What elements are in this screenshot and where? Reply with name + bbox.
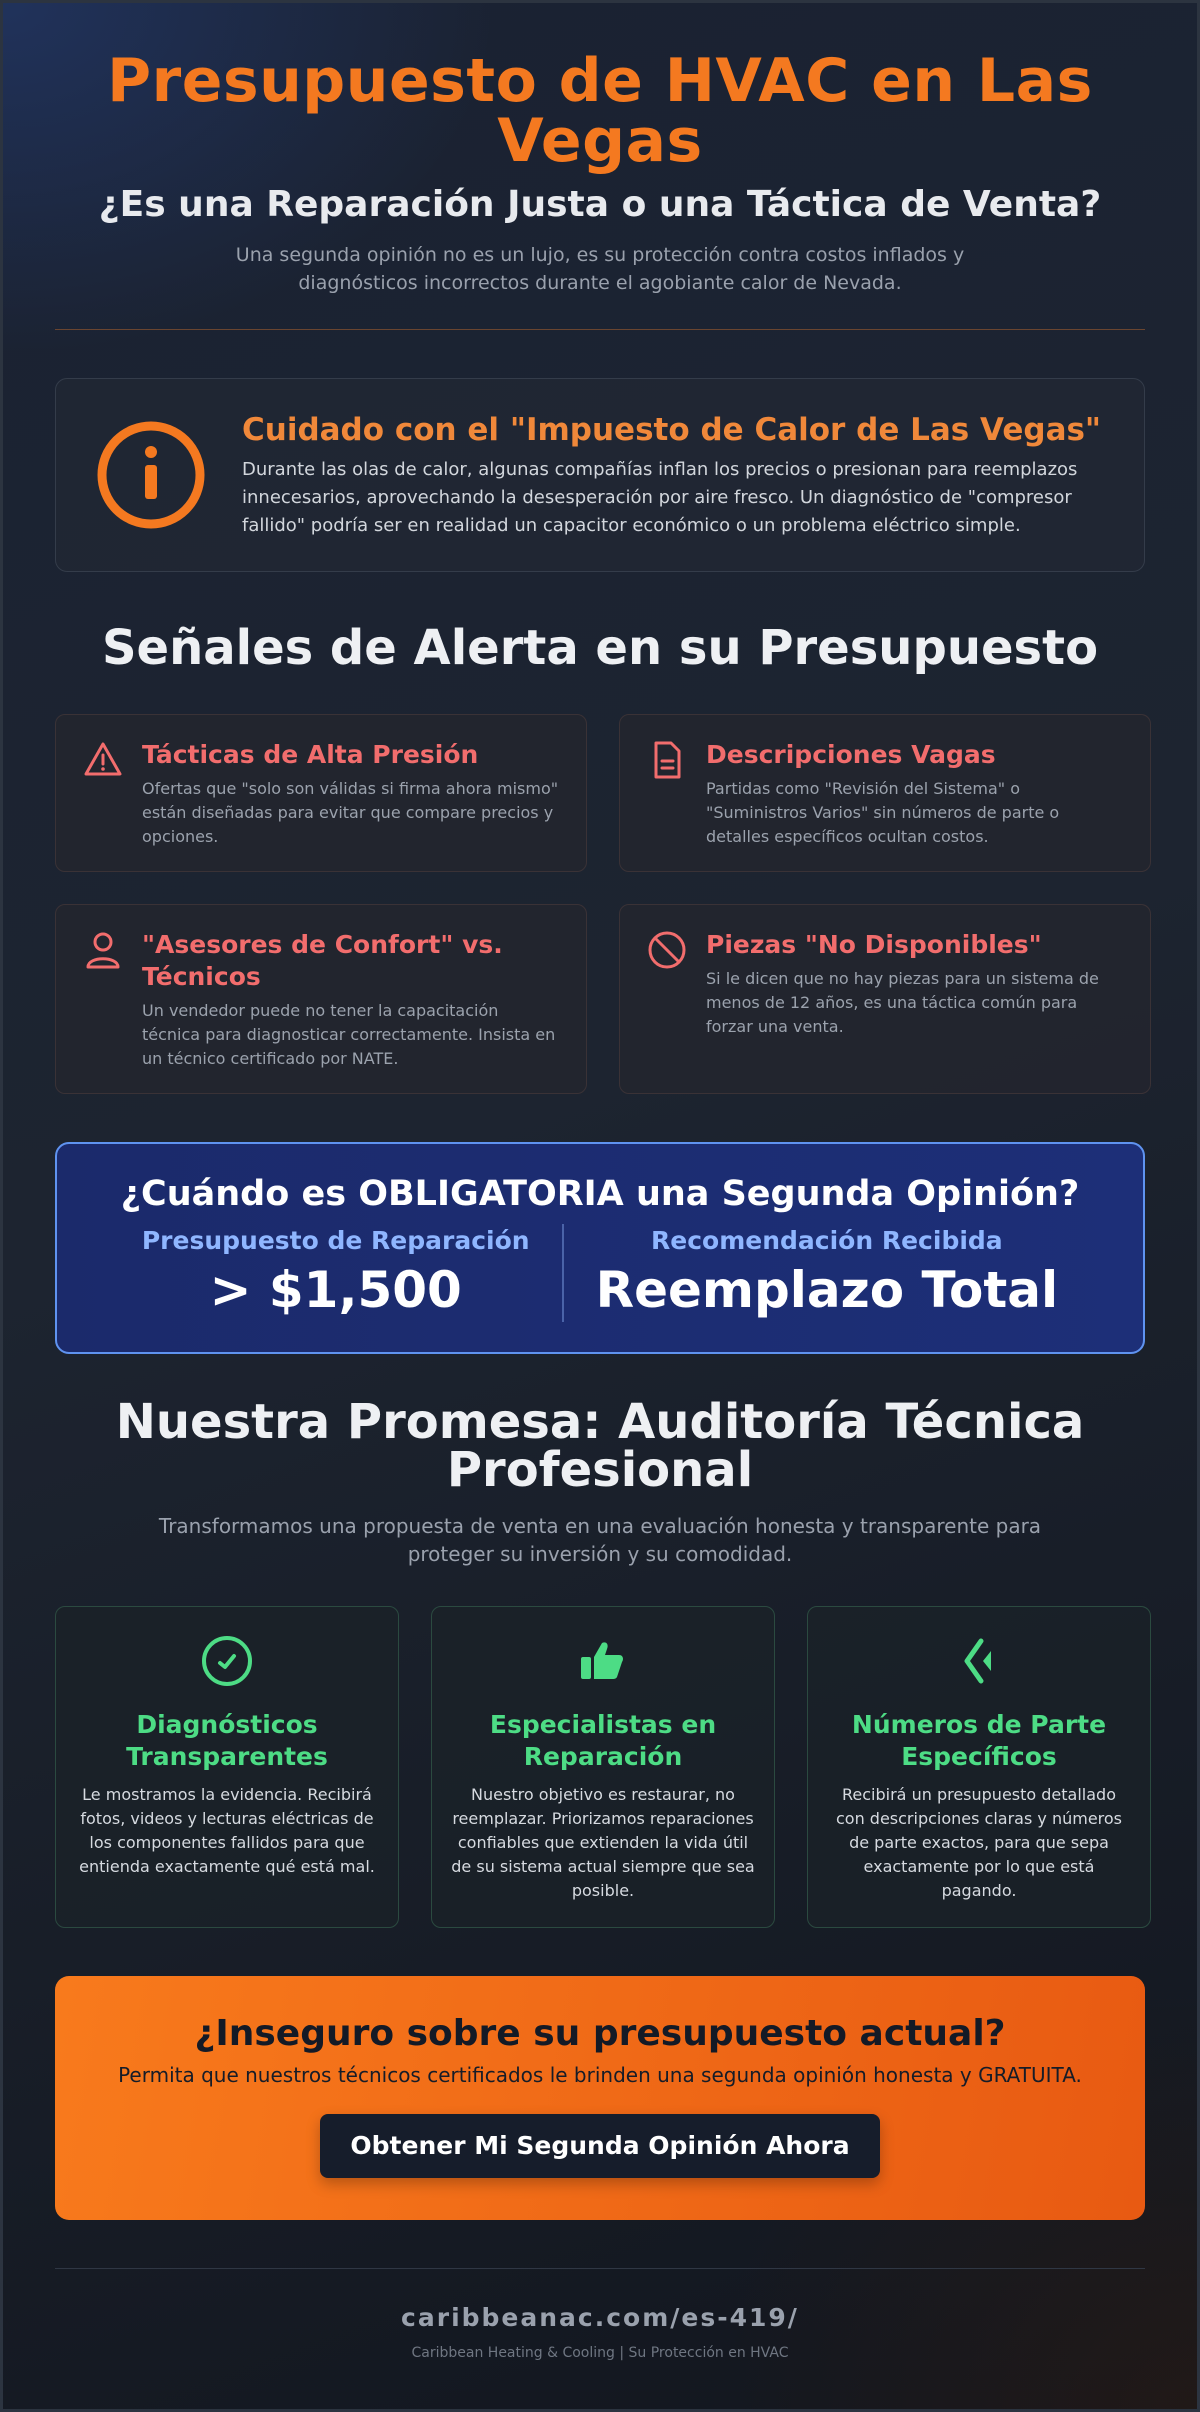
warning-triangle-icon (82, 739, 124, 781)
tag-icon (951, 1633, 1007, 1689)
warning-text: Durante las olas de calor, algunas compañías inflan los precios o presionan para reemplazos innecesarios, aprovechando la desesperación por aire fresco. Un diagnóstico de "compresor fallido" podría ser en realidad un capacitor económico o un problema eléctrico simple. (242, 459, 1078, 536)
intro-text: Una segunda opinión no es un lujo, es su protección contra costos inflados y diagnósticos incorrectos durante el agobiante calor de Nevada. (235, 244, 965, 294)
alert-text: Si le dicen que no hay piezas para un sistema de menos de 12 años, es una táctica común para forzar una venta. (706, 969, 1099, 1036)
second-opinion-criteria (57, 1224, 1143, 1322)
recommendation-criterion (562, 1224, 1091, 1322)
alert-title: Tácticas de Alta Presión (142, 740, 479, 769)
feature-title: Diagnósticos Transparentes (126, 1710, 328, 1771)
alert-card (619, 714, 1151, 872)
alerts-grid (55, 714, 1145, 1094)
feature-card (807, 1606, 1151, 1928)
alert-text: Partidas como "Revisión del Sistema" o "Suministros Varios" sin números de parte o detalles específicos ocultan costos. (706, 779, 1060, 846)
criterion-value: > $1,500 (209, 1261, 462, 1319)
footer-url[interactable]: caribbeanac.com/es-419/ (401, 2303, 799, 2332)
promise-subtitle: Transformamos una propuesta de venta en una evaluación honesta y transparente para proteger su inversión y su comodidad. (158, 1514, 1042, 1566)
criterion-value: Reemplazo Total (595, 1261, 1059, 1319)
user-icon (82, 929, 124, 971)
check-circle-icon (199, 1633, 255, 1689)
second-opinion-title: ¿Cuándo es OBLIGATORIA una Segunda Opinión? (120, 1174, 1080, 1214)
alert-card (55, 714, 587, 872)
features-grid (55, 1606, 1145, 1928)
page-title: Presupuesto de HVAC en Las Vegas (107, 46, 1093, 176)
cta-banner (55, 1976, 1145, 2220)
alert-card (619, 904, 1151, 1094)
criterion-label: Presupuesto de Reparación (141, 1226, 530, 1255)
criterion-label: Recomendación Recibida (651, 1226, 1003, 1255)
warning-title: Cuidado con el "Impuesto de Calor de Las Vegas" (242, 412, 1102, 448)
feature-text: Nuestro objetivo es restaurar, no reemplazar. Priorizamos reparaciones confiables que extienden la vida útil de su sistema actual siempre que sea posible. (451, 1785, 755, 1900)
alert-title: Descripciones Vagas (706, 740, 996, 769)
prohibited-icon (646, 929, 688, 971)
feature-card (55, 1606, 399, 1928)
divider (55, 329, 1145, 330)
hero (55, 3, 1145, 297)
cta-text: Permita que nuestros técnicos certificados le brinden una segunda opinión honesta y GRATUITA. (118, 2063, 1082, 2087)
info-circle-icon (96, 420, 206, 530)
get-second-opinion-button[interactable]: Obtener Mi Segunda Opinión Ahora (320, 2114, 880, 2178)
promise-title: Nuestra Promesa: Auditoría Técnica Profesional (115, 1394, 1085, 1498)
feature-title: Especialistas en Reparación (489, 1710, 717, 1771)
alert-title: "Asesores de Confort" vs. Técnicos (142, 930, 503, 991)
cta-title: ¿Inseguro sobre su presupuesto actual? (194, 2013, 1006, 2054)
document-icon (646, 739, 688, 781)
feature-title: Números de Parte Específicos (851, 1710, 1107, 1771)
alert-card (55, 904, 587, 1094)
alert-title: Piezas "No Disponibles" (706, 930, 1042, 959)
feature-card (431, 1606, 775, 1928)
alert-text: Un vendedor puede no tener la capacitación técnica para diagnosticar correctamente. Insista en un técnico certificado por NATE. (142, 1001, 556, 1068)
warning-body (242, 410, 1104, 540)
footer-tagline: Caribbean Heating & Cooling | Su Protección en HVAC (411, 2345, 789, 2361)
page-subtitle: ¿Es una Reparación Justa o una Táctica de Venta? (98, 184, 1102, 225)
heat-tax-warning (55, 378, 1145, 572)
alerts-title: Señales de Alerta en su Presupuesto (101, 620, 1099, 676)
feature-text: Recibirá un presupuesto detallado con descripciones claras y números de parte exactos, para que sepa exactamente por lo que está pagando. (835, 1785, 1123, 1900)
thumbs-up-icon (575, 1633, 631, 1689)
feature-text: Le mostramos la evidencia. Recibirá fotos, videos y lecturas eléctricas de los componentes fallidos para que entienda exactamente qué está mal. (79, 1785, 375, 1876)
repair-estimate-criterion (110, 1224, 562, 1322)
second-opinion-box (55, 1142, 1145, 1354)
alert-text: Ofertas que "solo son válidas si firma ahora mismo" están diseñadas para evitar que compare precios y opciones. (142, 779, 559, 846)
footer (55, 2269, 1145, 2363)
